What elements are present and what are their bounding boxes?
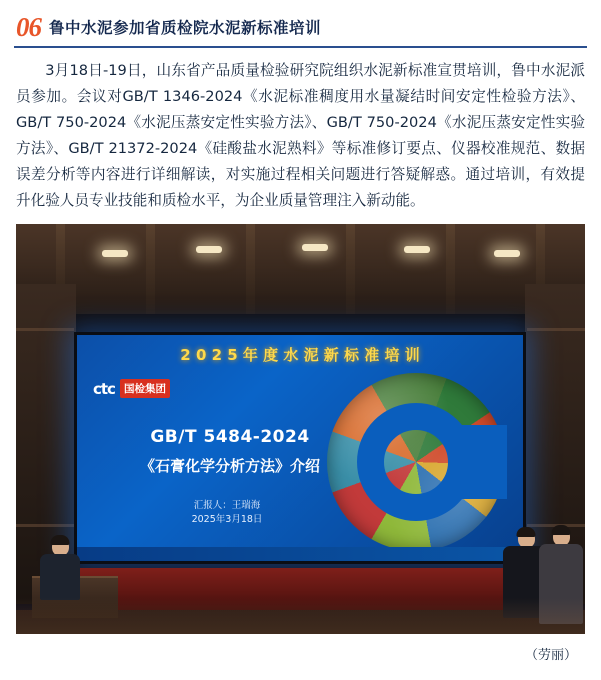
floor-glow bbox=[16, 598, 585, 634]
led-footer-bar bbox=[77, 547, 523, 561]
ceiling-beam bbox=[346, 224, 355, 314]
ceiling-beam bbox=[246, 224, 255, 314]
article-number: 06 bbox=[16, 11, 41, 42]
ceiling-light bbox=[196, 246, 222, 253]
ceiling-light bbox=[302, 244, 328, 251]
article-body: 3月18日-19日，山东省产品质量检验研究院组织水泥新标准宣贯培训，鲁中水泥派员参加。会议对GB/T 1346-2024《水泥标准稠度用水量凝结时间安定性检验方法》、GB/T 750-2024《水泥压蒸安定性实验方法》、GB/T 750-2024《水泥压蒸安定性实验方法》、GB/T 21372-2024《硅酸盐水泥熟料》等标准修订要点、仪器校准规范、数据误差分析等内容进行详细解读，对实施过程相关问题进行答疑解惑。通过培训，有效提升化验人员专业技能和质检水平，为企业质量管理注入新动能。 bbox=[16, 62, 585, 209]
slide-reporter-name: 汇报人：王瑞海 bbox=[193, 500, 261, 511]
article-page bbox=[0, 8, 601, 680]
page-title: 鲁中水泥参加省质检院水泥新标准培训 bbox=[49, 19, 322, 37]
wall-trim bbox=[16, 524, 74, 527]
ceiling-light bbox=[102, 250, 128, 257]
article-photo bbox=[16, 224, 585, 634]
slide-report-date: 2025年3月18日 bbox=[191, 514, 263, 525]
person-seated-left bbox=[40, 537, 80, 600]
photo-collage-circle bbox=[327, 373, 505, 551]
ceiling-light bbox=[494, 250, 520, 257]
ctc-logo-mark: ctc bbox=[93, 379, 115, 398]
slide-title-line1: GB/T 5484-2024 bbox=[150, 427, 310, 447]
slide-reporter bbox=[137, 499, 317, 527]
photo-credit: （劳丽） bbox=[524, 648, 577, 663]
wall-trim bbox=[527, 328, 585, 331]
person-hair bbox=[552, 525, 571, 535]
article-header bbox=[14, 8, 587, 48]
ceiling-light bbox=[404, 246, 430, 253]
person-hair bbox=[51, 535, 70, 545]
ceiling-beam bbox=[146, 224, 155, 314]
photo-scene bbox=[16, 224, 585, 634]
wall-trim bbox=[16, 328, 74, 331]
ctc-logo-cn: 国检集团 bbox=[120, 379, 170, 398]
led-banner-text: 2 0 2 5 年 度 水 泥 新 标 准 培 训 bbox=[180, 345, 420, 364]
person-body bbox=[40, 554, 80, 600]
ceiling-beam bbox=[446, 224, 455, 314]
ctc-logo bbox=[93, 379, 170, 398]
slide-title-line2: 《石膏化学分析方法》介绍 bbox=[139, 457, 320, 475]
person-hair bbox=[517, 527, 536, 537]
led-screen bbox=[74, 332, 526, 564]
ceiling bbox=[16, 224, 585, 314]
